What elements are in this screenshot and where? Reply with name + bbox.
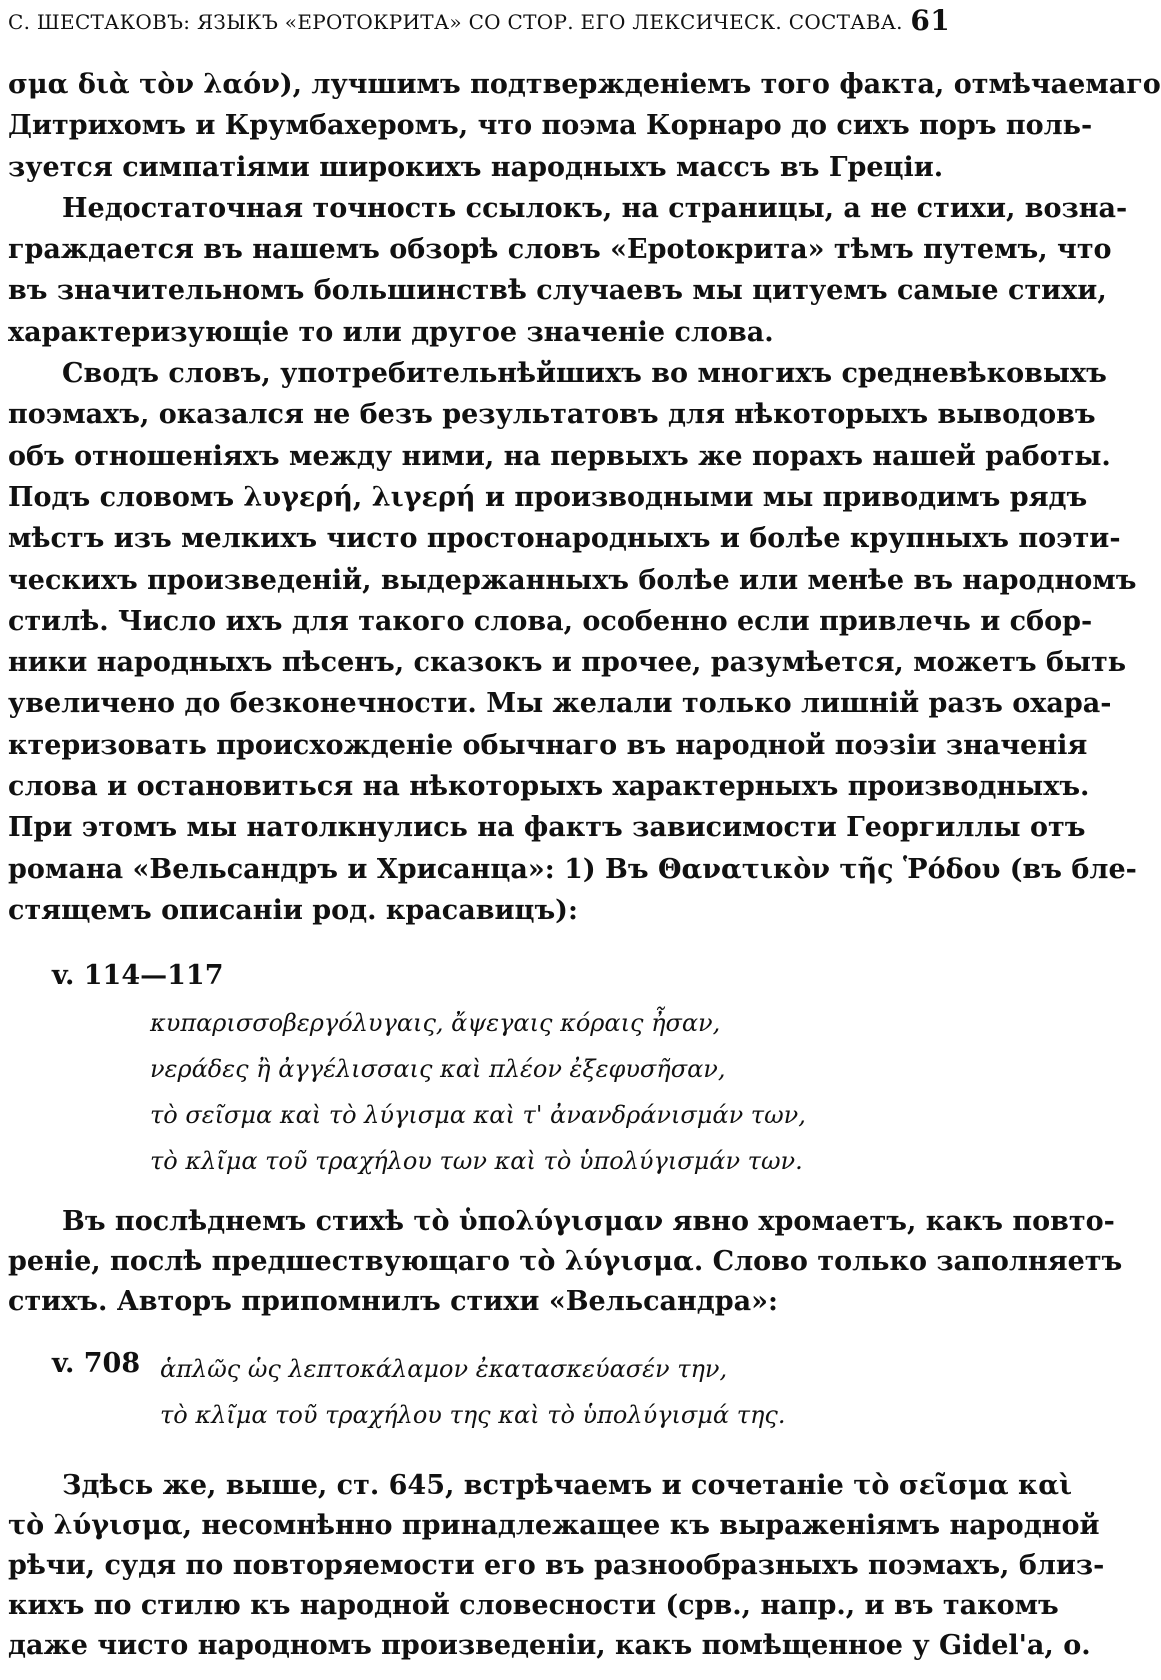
verse-line: τὸ σεῖσμα καὶ τὸ λύγισμα καὶ τ' ἀνανδράνισμάν των, bbox=[150, 1101, 806, 1129]
text-line: Въ послѣднемъ стихѣ τὸ ὑπολύγισμαν явно хромаетъ, какъ повто- bbox=[62, 1206, 1115, 1237]
text-line: Сводъ словъ, употребительнѣйшихъ во многихъ средневѣковыхъ bbox=[62, 358, 1107, 390]
page-number: 61 bbox=[910, 4, 950, 37]
text-line: характеризующіе то или другое значеніе слова. bbox=[8, 316, 774, 348]
text-line: зуется симпатіями широкихъ народныхъ массъ въ Греціи. bbox=[8, 151, 944, 183]
text-line: ческихъ произведеній, выдержанныхъ болѣе или менѣе въ народномъ bbox=[8, 564, 1137, 596]
text-line: Здѣсь же, выше, ст. 645, встрѣчаемъ и сочетаніе τὸ σεῖσμα καὶ bbox=[62, 1470, 1073, 1501]
verse-line: τὸ κλῖμα τοῦ τραχήλου της καὶ τὸ ὑπολύγισμά της. bbox=[160, 1401, 786, 1429]
text-line: объ отношеніяхъ между ними, на первыхъ же порахъ нашей работы. bbox=[8, 440, 1111, 472]
text-line: Дитрихомъ и Крумбахеромъ, что поэма Корнаро до сихъ поръ поль- bbox=[8, 110, 1093, 142]
verse-reference: v. 114—117 bbox=[52, 960, 224, 991]
text-line: въ значительномъ большинствѣ случаевъ мы цитуемъ самые стихи, bbox=[8, 275, 1107, 307]
running-header bbox=[8, 4, 950, 36]
text-line: стилѣ. Число ихъ для такого слова, особенно если привлечь и сбор- bbox=[8, 605, 1093, 637]
text-line: ники народныхъ пѣсенъ, сказокъ и прочее, разумѣется, можетъ быть bbox=[8, 647, 1127, 679]
text-line: поэмахъ, оказался не безъ результатовъ для нѣкоторыхъ выводовъ bbox=[8, 399, 1096, 431]
verse-reference: v. 708 bbox=[52, 1348, 141, 1379]
greek-verse-1 bbox=[150, 1000, 806, 1184]
running-title: С. ШЕСТАКОВЪ: ЯЗЫКЪ «ЕРОТОКРИТА» СО СТОР. ЕГО ЛЕКСИЧЕСК. СОСТАВА. bbox=[8, 10, 903, 34]
text-line: увеличено до безконечности. Мы желали только лишній разъ охара- bbox=[8, 688, 1112, 720]
text-line: слова и остановиться на нѣкоторыхъ характерныхъ производныхъ. bbox=[8, 771, 1090, 803]
text-line: ктеризовать происхожденіе обычнаго въ народной поэзіи значенія bbox=[8, 729, 1088, 761]
verse-line: κυπαρισσοβεργόλυγαις, ἄψεγαις κόραις ἦσαν, bbox=[150, 1009, 721, 1037]
text-line: стящемъ описаніи род. красавицъ): bbox=[8, 894, 578, 926]
text-line: Недостаточная точность ссылокъ, на страницы, а не стихи, возна- bbox=[62, 192, 1128, 224]
text-line: рѣчи, судя по повторяемости его въ разнообразныхъ поэмахъ, близ- bbox=[8, 1550, 1105, 1581]
text-line: При этомъ мы натолкнулись на фактъ зависимости Георгиллы отъ bbox=[8, 812, 1086, 844]
text-line: граждается въ нашемъ обзорѣ словъ «Ерotокрита» тѣмъ путемъ, что bbox=[8, 234, 1112, 266]
paragraph-2 bbox=[8, 188, 1128, 353]
text-line: стихъ. Авторъ припомнилъ стихи «Вельсандра»: bbox=[8, 1286, 778, 1317]
verse-line: νεράδες ἢ ἀγγέλισσαις καὶ πλέον ἐξεφυσῆσαν, bbox=[150, 1055, 726, 1083]
paragraph-5 bbox=[8, 1466, 1105, 1666]
text-line: романа «Вельсандръ и Хрисанца»: 1) Въ Θανατικὸν τῆς Ῥόδου (въ бле- bbox=[8, 853, 1137, 885]
text-line: кихъ по стилю къ народной словесности (срв., напр., и въ такомъ bbox=[8, 1590, 1059, 1621]
greek-verse-2 bbox=[160, 1346, 785, 1438]
paragraph-4 bbox=[8, 1202, 1123, 1322]
body-text bbox=[8, 64, 1161, 931]
text-line: σμα διὰ τὸν λαόν), лучшимъ подтвержденіемъ того факта, отмѣчаемаго bbox=[8, 69, 1161, 100]
text-line: τὸ λύγισμα, несомнѣнно принадлежащее къ выраженіямъ народной bbox=[8, 1510, 1100, 1541]
verse-line: τὸ κλῖμα τοῦ τραχήλου των καὶ τὸ ὑπολύγισμάν των. bbox=[150, 1147, 803, 1175]
verse-line: ἁπλῶς ὡς λεπτοκάλαμον ἐκατασκεύασέν την, bbox=[160, 1355, 728, 1383]
text-line: мѣстъ изъ мелкихъ чисто простонародныхъ и болѣе крупныхъ поэти- bbox=[8, 523, 1121, 555]
text-line: реніе, послѣ предшествующаго τὸ λύγισμα. Слово только заполняетъ bbox=[8, 1246, 1123, 1277]
text-line: Подъ словомъ λυγερή, λιγερή и производными мы приводимъ рядъ bbox=[8, 481, 1088, 513]
text-line: даже чисто народномъ произведеніи, какъ помѣщенное у Gidel'а, о. bbox=[8, 1630, 1091, 1661]
paragraph-3 bbox=[8, 353, 1137, 931]
paragraph-1 bbox=[8, 64, 1161, 188]
